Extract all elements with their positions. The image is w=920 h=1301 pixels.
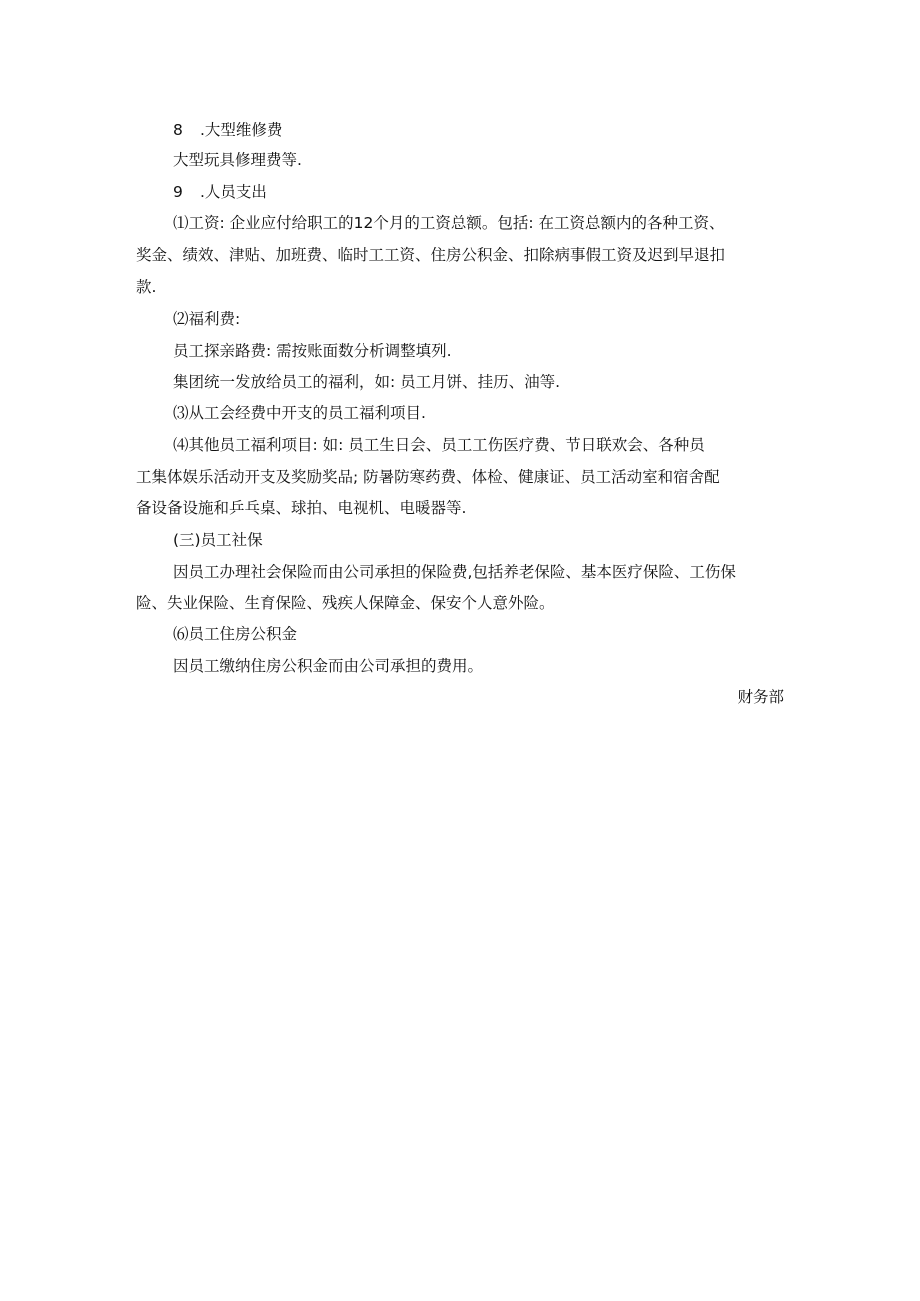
social-line-2: 险、失业保险、生育保险、残疾人保障金、保安个人意外险。 xyxy=(136,594,555,612)
welfare-union: ⑶从工会经费中开支的员工福利项目. xyxy=(173,404,426,422)
wage-line-2: 奖金、绩效、津贴、加班费、临时工工资、住房公积金、扣除病事假工资及迟到早退扣 xyxy=(136,246,726,264)
item-number: 8 xyxy=(173,121,183,139)
item-title: .人员支出 xyxy=(200,183,267,201)
signature: 财务部 xyxy=(737,688,784,706)
housing-line-1: 因员工缴纳住房公积金而由公司承担的费用。 xyxy=(173,657,484,675)
social-line-1: 因员工办理社会保险而由公司承担的保险费,包括养老保险、基本医疗保险、工伤保 xyxy=(173,563,736,581)
housing-heading: ⑹员工住房公积金 xyxy=(173,625,298,643)
welfare-heading: ⑵福利费: xyxy=(173,310,241,328)
item-8-description: 大型玩具修理费等. xyxy=(173,151,302,169)
welfare-travel: 员工探亲路费: 需按账面数分析调整填列. xyxy=(173,342,452,360)
item-number: 9 xyxy=(173,183,183,201)
wage-line-1: ⑴工资: 企业应付给职工的12个月的工资总额。包括: 在工资总额内的各种工资、 xyxy=(173,214,725,232)
welfare-group: 集团统一发放给员工的福利，如: 员工月饼、挂历、油等. xyxy=(173,373,561,391)
item-8-heading xyxy=(173,120,282,140)
item-title: .大型维修费 xyxy=(200,121,283,139)
welfare-other-line-3: 备设备设施和乒乓桌、球拍、电视机、电暖器等. xyxy=(136,499,467,517)
welfare-other-line-2: 工集体娱乐活动开支及奖励奖品; 防暑防寒药费、体检、健康证、员工活动室和宿舍配 xyxy=(136,468,720,486)
item-9-heading xyxy=(173,182,267,202)
welfare-other-line-1: ⑷其他员工福利项目: 如: 员工生日会、员工工伤医疗费、节日联欢会、各种员 xyxy=(173,436,705,454)
social-heading: (三)员工社保 xyxy=(173,531,263,549)
wage-line-3: 款. xyxy=(136,278,157,296)
